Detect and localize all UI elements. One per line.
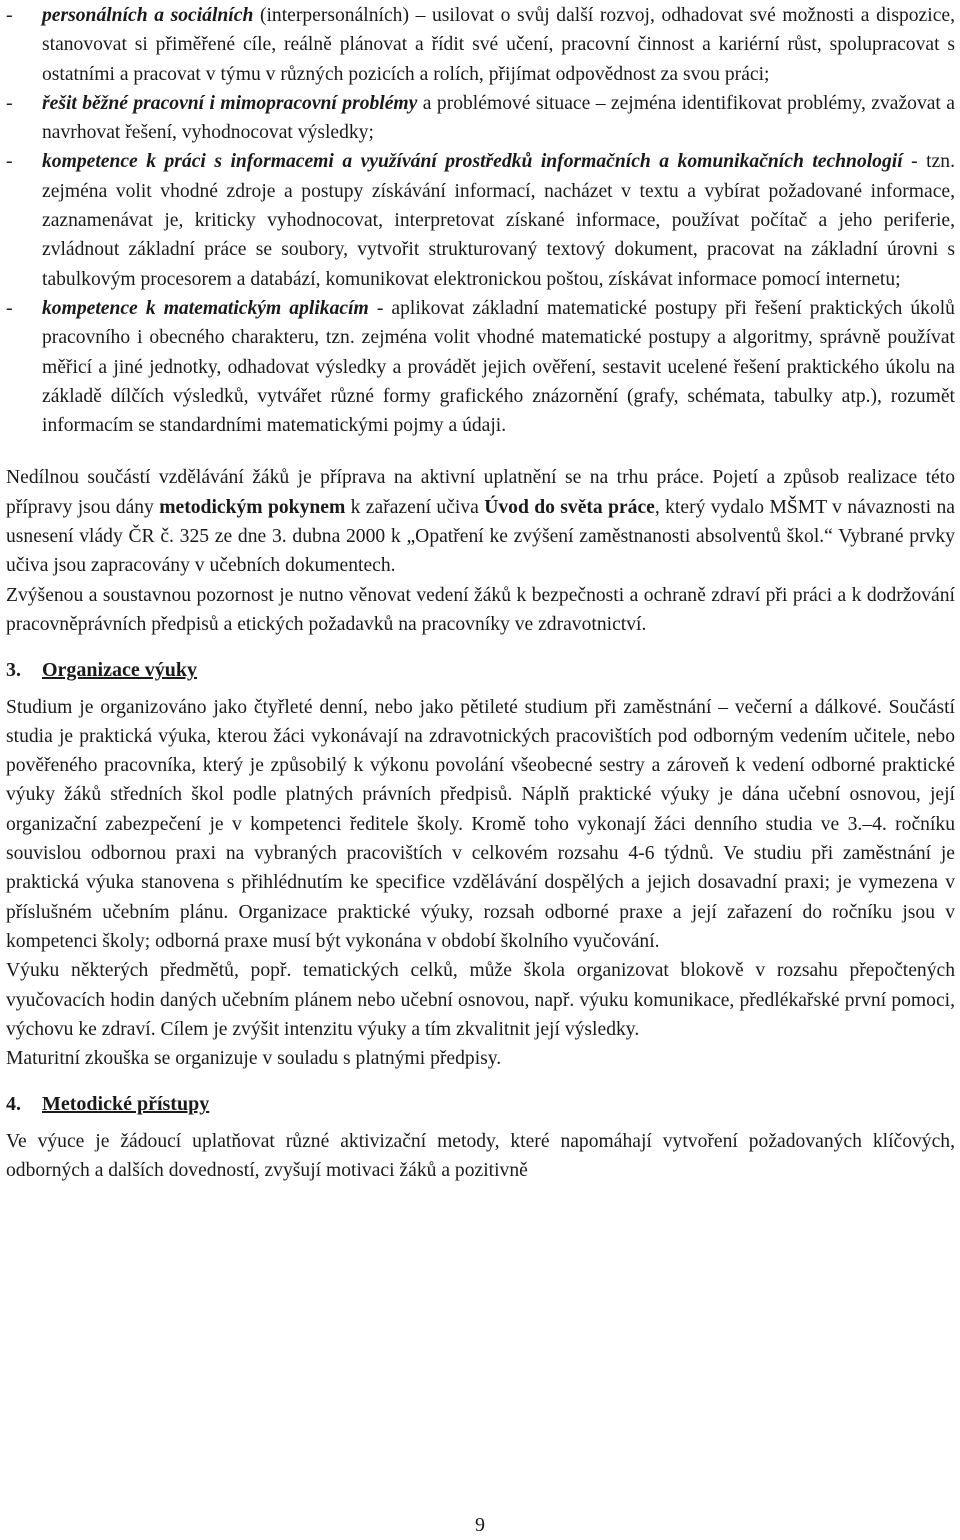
- section-number: 4.: [6, 1093, 21, 1116]
- list-item-term: řešit běžné pracovní i mimopracovní problémy: [42, 92, 418, 114]
- paragraph-work-preparation: [6, 463, 955, 580]
- section-title: Metodické přístupy: [42, 1093, 210, 1116]
- list-item-term: kompetence k práci s informacemi a využívání prostředků informačních a komunikačních technologií: [42, 151, 903, 173]
- page-number: 9: [475, 1514, 485, 1536]
- list-item: [6, 1, 955, 89]
- bold-text-methodical-instruction: metodickým pokynem: [159, 496, 346, 518]
- section-heading-organization: [6, 656, 955, 685]
- spacer: [6, 1073, 955, 1090]
- list-item-text: - aplikovat základní matematické postupy při řešení praktických úkolů pracovního i obecného charakteru, tzn. zejména volit vhodné matematické postupy a algoritmy, správně používat měřicí a jiné jednotky, odhadovat výsledky a provádět jejich ověření, sestavit ucelené řešení praktického úkolu na základě dílčích výsledků, vytvářet různé formy grafického znázornění (grafy, schémata, tabulky atp.), rozumět informacím se standardními matematickými pojmy a údaji.: [42, 297, 955, 437]
- paragraph-text: , který vydalo MŠMT v návaznosti na usnesení vlády ČR č. 325 ze dne 3. dubna 2000 k „Opatření ke zvýšení zaměstnanosti absolventů škol.“ Vybrané prvky učiva jsou zapracovány v učebních dokumentech.: [6, 496, 955, 577]
- spacer: [6, 686, 955, 693]
- spacer: [6, 1120, 955, 1127]
- list-item-term: personálních a sociálních: [42, 5, 254, 26]
- spacer: [6, 440, 955, 463]
- paragraph-text: k zařazení učiva: [345, 496, 485, 518]
- list-dash: -: [6, 297, 13, 319]
- paragraph-text: Nedílnou součástí vzdělávání žáků je příprava na aktivní uplatnění se na trhu práce. Pojetí a způsob realizace této přípravy jsou dány: [6, 467, 955, 518]
- paragraph-study-organization: Studium je organizováno jako čtyřleté denní, nebo jako pětileté studium při zaměstnání – večerní a dálkové. Součástí studia je praktická výuka, kterou žáci vykonávají na zdravotnických pracovištích pod odborným vedením učitele, nebo pověřeného pracovníka, který je způsobilý k výkonu povolání všeobecné sestry a zároveň k vedení odborné praktické výuky žáků středních škol podle platných právních předpisů. Náplň praktické výuky je dána učební osnovou, její organizační zabezpečení je v kompetenci ředitele školy. Kromě toho vykonají žáci denního studia ve 3.–4. ročníku souvislou odbornou praxi na vybraných pracovištích v celkovém rozsahu 4-6 týdnů. Ve studiu při zaměstnání je praktická výuka stanovena s přihlédnutím ke specifice vzdělávání dospělých a jejich dosavadní praxi; je vymezena v příslušném učebním plánu. Organizace praktické výuky, rozsah odborné praxe a její zařazení do ročníku jsou v kompetenci školy; odborná praxe musí být vykonána v období školního vyučování.: [6, 696, 955, 952]
- list-item-text: (interpersonálních) – usilovat o svůj další rozvoj, odhadovat své možnosti a dispozice, stanovovat si přiměřené cíle, reálně plánovat a řídit své učení, pracovní činnost a kariérní růst, spolupracovat s ostatními a pracovat v týmu v různých pozicích a rolích, přijímat odpovědnost za svou práci;: [42, 5, 955, 85]
- spacer: [6, 639, 955, 656]
- paragraph-safety: Zvýšenou a soustavnou pozornost je nutno věnovat vedení žáků k bezpečnosti a ochraně zdraví při práci a k dodržování pracovněprávních předpisů a etických požadavků na pracovníky ve zdravotnictví.: [6, 584, 955, 635]
- paragraph-maturita: Maturitní zkouška se organizuje v souladu s platnými předpisy.: [6, 1048, 502, 1070]
- section-number: 3.: [6, 659, 21, 682]
- paragraph-block-teaching: Výuku některých předmětů, popř. tematických celků, může škola organizovat blokově v rozsahu přepočtených vyučovacích hodin daných učebním plánem nebo učební osnovou, např. výuku komunikace, předlékařské první pomoci, výchovu ke zdraví. Cílem je zvýšit intenzitu výuky a tím zkvalitnit její výsledky.: [6, 960, 955, 1040]
- list-item: [6, 294, 955, 440]
- list-item: [6, 89, 955, 148]
- list-item-text: - tzn. zejména volit vhodné zdroje a postupy získávání informací, nacházet v textu a vybírat požadované informace, zaznamenávat je, kriticky vyhodnocovat, interpretovat získané informace, používat počítač a jeho periferie, zvládnout základní práce se soubory, vytvořit strukturovaný textový dokument, pracovat na základní úrovni s tabulkovým procesorem a databází, komunikovat elektronickou poštou, získávat informace pomocí internetu;: [42, 151, 955, 290]
- list-dash: -: [6, 5, 13, 26]
- bold-text-intro-to-work: Úvod do světa práce: [484, 496, 655, 518]
- paragraph-methods: Ve výuce je žádoucí uplatňovat různé aktivizační metody, které napomáhají vytvoření požadovaných klíčových, odborných a dalších dovedností, zvyšují motivaci žáků a pozitivně: [6, 1130, 955, 1181]
- list-item-term: kompetence k matematickým aplikacím: [42, 297, 369, 319]
- list-dash: -: [6, 151, 13, 173]
- list-dash: -: [6, 92, 13, 114]
- competence-list: [6, 0, 955, 440]
- list-item: [6, 147, 955, 293]
- section-heading-methods: [6, 1090, 955, 1119]
- list-item-text: a problémové situace – zejména identifikovat problémy, zvažovat a navrhovat řešení, vyhodnocovat výsledky;: [42, 92, 955, 144]
- section-title: Organizace výuky: [42, 659, 197, 682]
